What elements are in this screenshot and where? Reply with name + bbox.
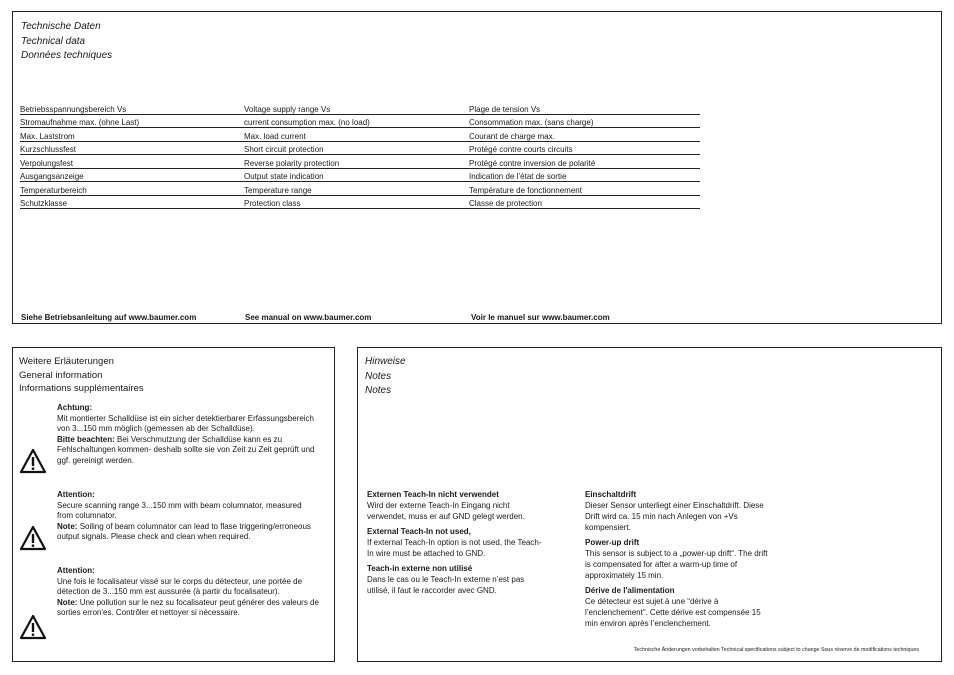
note-title: Teach-in externe non utilisé: [367, 564, 473, 573]
cell-fr: Protégé contre courts circuits: [469, 141, 700, 155]
footer-disclaimer: Technische Änderungen vorbehalten Technical specifications subject to change Sous réserve de modifications techniques: [633, 647, 919, 653]
warning-triangle-icon: [19, 525, 47, 556]
cell-de: Ausgangsanzeige: [20, 168, 244, 182]
note-body: Ce détecteur est sujet à une “dérive à l’enclenchement”. Cette dérive est compensée 15 min environ après l’enclenchement.: [585, 597, 761, 628]
note-title: Power-up drift: [585, 538, 640, 547]
cell-en: Protection class: [244, 195, 469, 209]
warning-note-label: Note:: [57, 597, 78, 607]
cell-fr: Classe de protection: [469, 195, 700, 209]
heading-de: Technische Daten: [21, 21, 101, 32]
warning-body: Secure scanning range 3...150 mm with beam columnator, measured from columnator.: [57, 500, 302, 521]
warning-block-fr: [19, 566, 319, 619]
cell-fr: Consommation max. (sans charge): [469, 114, 700, 128]
cell-en: Reverse polarity protection: [244, 155, 469, 169]
cell-fr: Plage de tension Vs: [469, 101, 700, 114]
notes-headings: [365, 355, 406, 399]
note-body: Wird der externe Teach-In Eingang nicht verwendet, muss er auf GND gelegt werden.: [367, 501, 525, 521]
warning-body: Une fois le focalisateur vissé sur le corps du détecteur, une portée de détection de 3...150 mm est aussurée (à partir du focalisateur).: [57, 576, 303, 597]
table-row: [20, 155, 700, 169]
warning-body: Mit montierter Schalldüse ist ein sicher detektierbarer Erfassungsbereich von 3...150 mm möglich (gemessen ab der Schalldüse).: [57, 413, 315, 434]
note-body: Dans le cas ou le Teach-In externe n’est pas utilisé, il faut le raccorder avec GND.: [367, 575, 525, 595]
heading-en: Technical data: [21, 35, 86, 47]
cell-de: Max. Laststrom: [20, 128, 244, 142]
note-body: Dieser Sensor unterliegt einer Einschaltdrift. Diese Drift wird ca. 15 min nach Anlegen von +Vs kompensiert.: [585, 501, 764, 532]
table-row: [20, 141, 700, 155]
warning-note-body: Soiling of beam columnator can lead to flase triggering/erroneous output signals. Please check and clean when required.: [57, 521, 311, 542]
warning-note-label: Note:: [57, 521, 78, 531]
warning-note: [57, 522, 319, 543]
technical-data-panel: [12, 11, 942, 324]
cell-en: Max. load current: [244, 128, 469, 142]
notes-panel: [357, 347, 942, 662]
teach-in-notes: [367, 489, 547, 596]
warning-title: Attention:: [57, 490, 95, 499]
table-row: [20, 101, 700, 114]
technical-data-headings: [21, 20, 112, 64]
cell-de: Schutzklasse: [20, 195, 244, 209]
manual-link-fr[interactable]: Voir le manuel sur www.baumer.com: [471, 313, 610, 322]
specs-table: [20, 101, 700, 209]
table-row: [20, 182, 700, 196]
cell-fr: Température de fonctionnement: [469, 182, 700, 196]
heading-fr: Informations supplémentaires: [19, 383, 144, 394]
cell-en: current consumption max. (no load): [244, 114, 469, 128]
cell-de: Temperaturbereich: [20, 182, 244, 196]
table-row: [20, 114, 700, 128]
cell-de: Verpolungsfest: [20, 155, 244, 169]
warning-note-label: Bitte beachten:: [57, 434, 115, 444]
warning-note: [57, 598, 319, 619]
heading-fr: Notes: [365, 385, 392, 396]
table-row: [20, 168, 700, 182]
cell-de: Kurzschlussfest: [20, 141, 244, 155]
note-body: If external Teach-In option is not used, the Teach-In wire must be attached to GND.: [367, 538, 542, 558]
cell-en: Short circuit protection: [244, 141, 469, 155]
note-title: External Teach-In not used,: [367, 527, 471, 536]
note-title: Externen Teach-In nicht verwendet: [367, 490, 499, 499]
heading-fr: Données techniques: [21, 50, 113, 61]
further-info-headings: [19, 355, 144, 396]
warning-block-de: [19, 403, 319, 467]
cell-en: Voltage supply range Vs: [244, 101, 469, 114]
manual-link-de[interactable]: Siehe Betriebsanleitung auf www.baumer.com: [21, 313, 197, 322]
warning-note: [57, 435, 319, 467]
warning-title: Attention:: [57, 566, 95, 575]
cell-en: Output state indication: [244, 168, 469, 182]
cell-fr: Indication de l’état de sortie: [469, 168, 700, 182]
further-info-panel: [12, 347, 335, 662]
heading-en: General information: [19, 369, 103, 381]
cell-de: Betriebsspannungsbereich Vs: [20, 101, 244, 114]
cell-de: Stromaufnahme max. (ohne Last): [20, 114, 244, 128]
warning-note-body: Une pollution sur le nez su focalisateur peut générer des valeurs de sorties erron'es. Contrôler et nettoyer si nécessaire.: [57, 597, 319, 618]
warning-triangle-icon: [19, 614, 47, 645]
table-row: [20, 195, 700, 209]
cell-en: Temperature range: [244, 182, 469, 196]
cell-fr: Courant de charge max.: [469, 128, 700, 142]
warning-block-en: [19, 490, 319, 543]
heading-de: Hinweise: [365, 356, 406, 367]
cell-fr: Protégé contre inversion de polarité: [469, 155, 700, 169]
warning-triangle-icon: [19, 448, 47, 479]
heading-de: Weitere Erläuterungen: [19, 356, 114, 367]
table-row: [20, 128, 700, 142]
warning-title: Achtung:: [57, 403, 93, 412]
note-title: Einschaltdrift: [585, 490, 637, 499]
note-body: This sensor is subject to a „power-up drift“. The drift is compensated for after a warm-up time of approximately 15 min.: [585, 549, 768, 580]
manual-link-en[interactable]: See manual on www.baumer.com: [245, 313, 372, 322]
note-title: Dérive de l'alimentation: [585, 586, 675, 595]
heading-en: Notes: [365, 370, 392, 382]
warning-note-body: Bei Verschmutzung der Schalldüse kann es zu Fehlschaltungen kommen- deshalb sollte sie von Zeit zu Zeit geprüft und ggf. gereinigt werden.: [57, 434, 315, 465]
drift-notes: [585, 489, 775, 629]
